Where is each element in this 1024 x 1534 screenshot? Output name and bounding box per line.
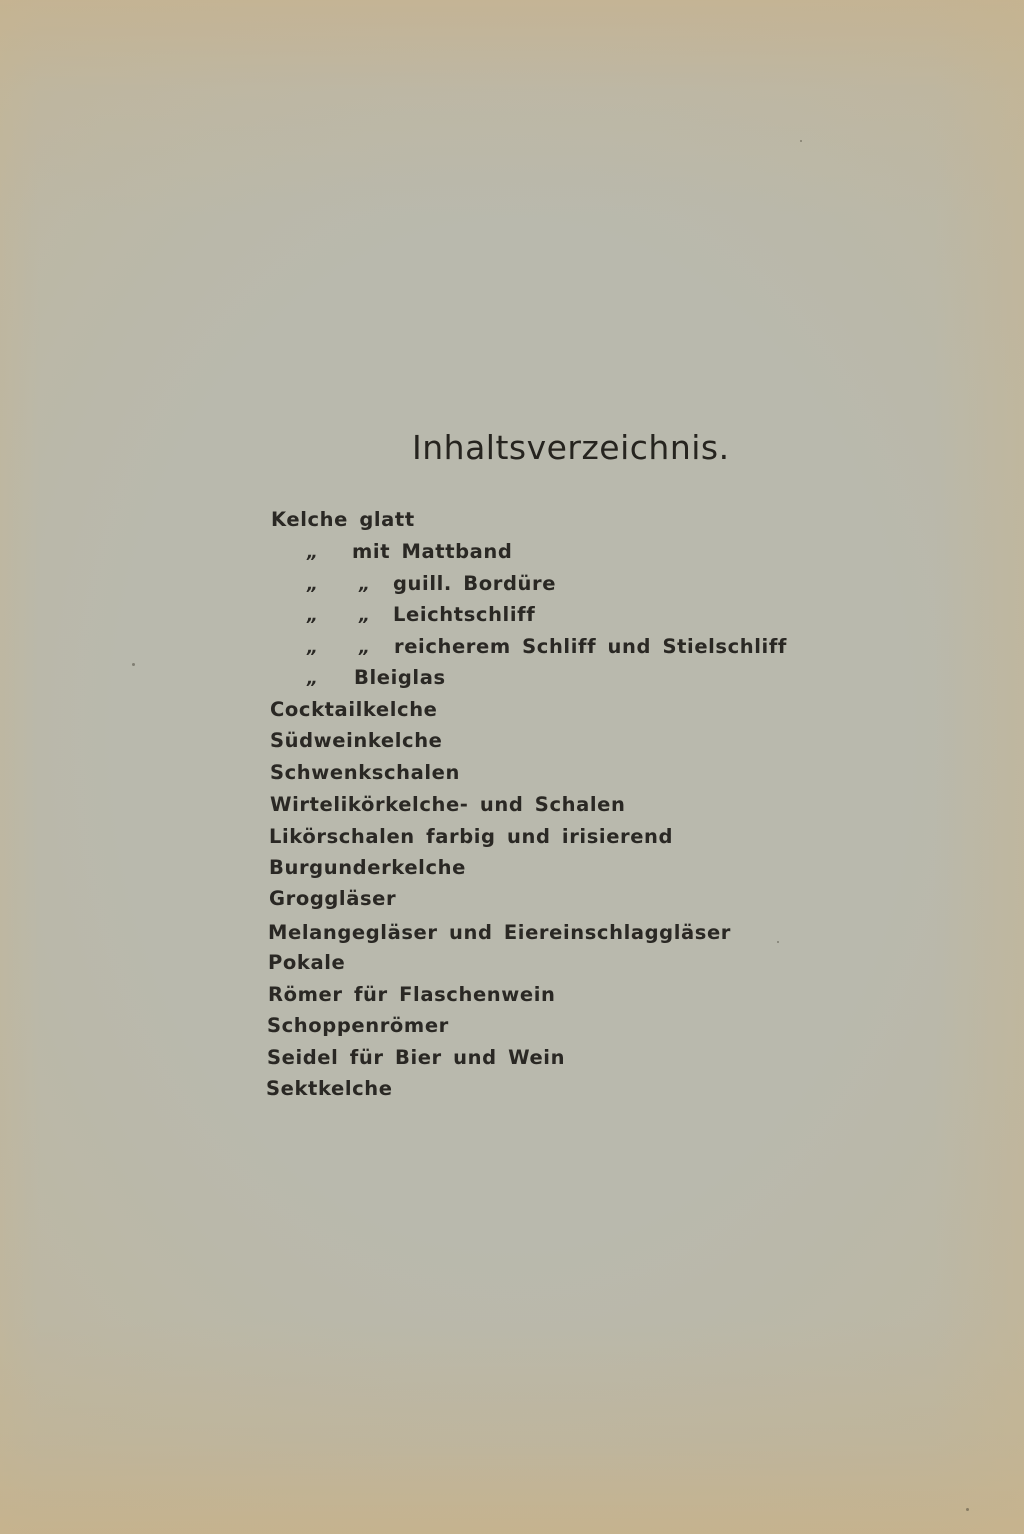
toc-entry: Schwenkschalen — [270, 761, 460, 784]
ditto-mark: „ — [359, 575, 369, 595]
paper-edge-shading-right — [934, 0, 1024, 1534]
paper-speck — [132, 663, 135, 666]
toc-entry: Groggläser — [269, 887, 397, 910]
toc-entry: Pokale — [268, 951, 346, 974]
ditto-mark: „ — [307, 669, 317, 689]
toc-entry: Wirtelikörkelche- und Schalen — [270, 793, 626, 816]
ditto-mark: „ — [307, 638, 317, 658]
toc-entry: Südweinkelche — [270, 729, 443, 752]
toc-entry: Seidel für Bier und Wein — [267, 1046, 566, 1069]
page-title: Inhaltsverzeichnis. — [412, 428, 730, 468]
paper-speck — [800, 140, 802, 142]
ditto-mark: „ — [359, 606, 369, 626]
toc-entry: Römer für Flaschenwein — [268, 983, 556, 1006]
toc-entry: guill. Bordüre — [393, 572, 557, 595]
toc-entry: Burgunderkelche — [269, 856, 466, 879]
paper-edge-shading-left — [0, 0, 40, 1534]
paper-speck — [966, 1508, 969, 1511]
toc-entry: reicherem Schliff und Stielschliff — [394, 635, 788, 658]
ditto-mark: „ — [307, 543, 317, 563]
toc-entry: Schoppenrömer — [267, 1014, 449, 1037]
ditto-mark: „ — [359, 638, 369, 658]
toc-entry: Melangegläser und Eiereinschlaggläser — [268, 921, 732, 944]
paper-speck — [777, 941, 779, 943]
toc-entry: mit Mattband — [352, 540, 513, 563]
toc-entry: Kelche glatt — [271, 508, 415, 531]
ditto-mark: „ — [307, 575, 317, 595]
toc-entry: Likörschalen farbig und irisierend — [269, 825, 674, 848]
toc-entry: Bleiglas — [354, 666, 446, 689]
ditto-mark: „ — [307, 606, 317, 626]
toc-entry: Sektkelche — [266, 1077, 393, 1100]
toc-entry: Leichtschliff — [393, 603, 536, 626]
toc-entry: Cocktailkelche — [270, 698, 438, 721]
